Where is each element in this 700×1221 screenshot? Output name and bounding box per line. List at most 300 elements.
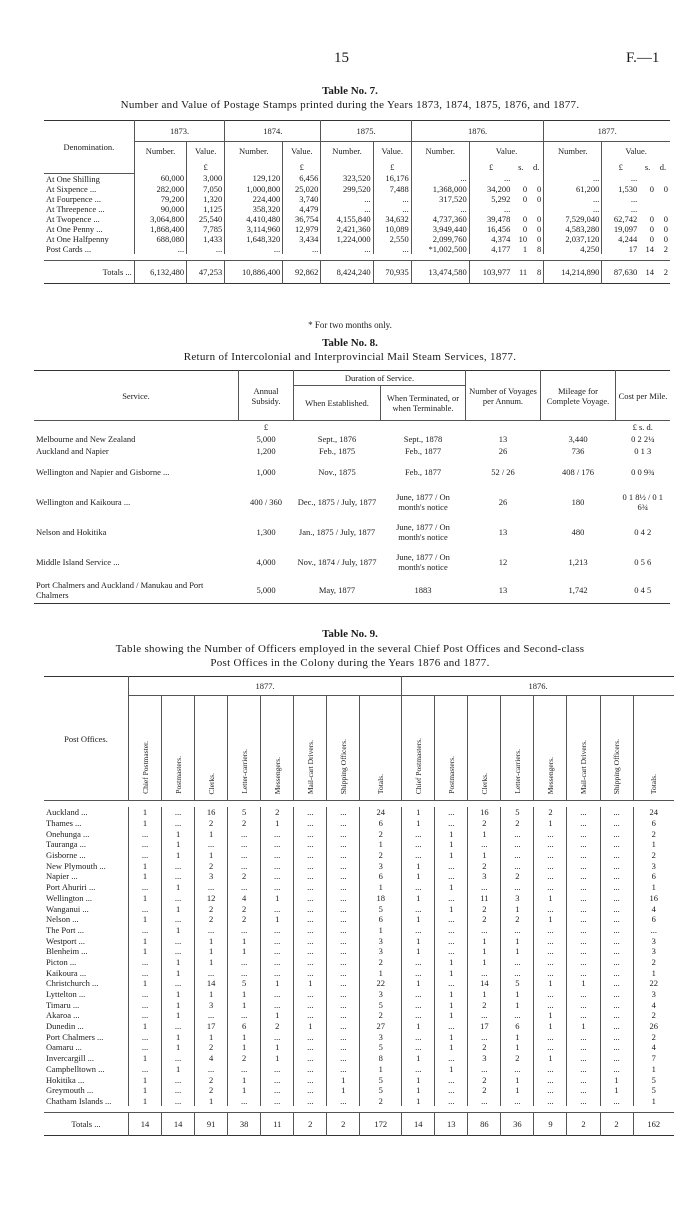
- stamp-cell: ...: [544, 204, 602, 214]
- stamp-cell: ...: [469, 204, 512, 214]
- officer-count: ...: [567, 818, 600, 829]
- officer-count: 18: [360, 893, 402, 904]
- officer-count: ...: [327, 850, 360, 861]
- officer-count: 2: [360, 1010, 402, 1021]
- officer-count: 1: [162, 903, 195, 914]
- stamp-cell: 79,200: [134, 194, 186, 204]
- column-label: Letter-carriers.: [239, 749, 249, 794]
- officer-count: 3: [195, 999, 228, 1010]
- officer-count: ...: [600, 925, 633, 936]
- stamp-cell: [639, 173, 656, 184]
- officer-count: ...: [294, 1096, 327, 1107]
- stamp-cell: [512, 204, 529, 214]
- stamp-cell: 10: [518, 233, 528, 244]
- column-label: Postmasters.: [173, 756, 183, 794]
- denomination-label: Post Cards ...: [46, 243, 92, 254]
- column-label: Mail-cart Drivers.: [578, 739, 588, 794]
- column-header: [534, 696, 567, 801]
- officer-count: 1: [534, 818, 567, 829]
- currency-symbol: £: [469, 160, 512, 173]
- officer-count: ...: [327, 999, 360, 1010]
- officer-count: 1: [501, 903, 534, 914]
- officer-count: ...: [534, 925, 567, 936]
- stamp-cell: ...: [544, 173, 602, 184]
- column-header: [129, 696, 162, 801]
- stamp-cell: 1,648,320: [225, 234, 283, 244]
- officer-count: 2: [468, 999, 501, 1010]
- officer-count: 5: [228, 978, 261, 989]
- stamp-cell: 4,250: [544, 244, 602, 254]
- post-office-name: Invercargill ...: [46, 1053, 94, 1064]
- officer-count: 6: [360, 871, 402, 882]
- officer-count: 1: [435, 882, 468, 893]
- officer-count: 2: [501, 914, 534, 925]
- stamp-cell: 3,064,800: [134, 214, 186, 224]
- stamp-cell: 1: [522, 243, 528, 254]
- officer-count: ...: [534, 850, 567, 861]
- officer-count: ...: [294, 935, 327, 946]
- officer-count: 1: [468, 828, 501, 839]
- officer-count: 1: [435, 957, 468, 968]
- post-office-name: Port Ahuriri ...: [46, 882, 96, 893]
- service-terminated-cell: June, 1877 / On month's notice: [396, 552, 450, 572]
- service-service-cell: Wellington and Napier and Gisborne ...: [36, 467, 170, 477]
- denomination-label: At One Penny ...: [46, 223, 103, 234]
- officer-count: ...: [534, 882, 567, 893]
- officer-count: 1: [501, 989, 534, 1000]
- stamp-cell: ...: [373, 194, 411, 204]
- officer-count: ...: [435, 1021, 468, 1032]
- total-cell: 8: [537, 266, 542, 277]
- column-header: [360, 696, 402, 801]
- stamp-cell: 0: [537, 183, 542, 194]
- service-voyages-cell: 26: [498, 497, 508, 507]
- officer-count: ...: [228, 957, 261, 968]
- officer-count: ...: [162, 1074, 195, 1085]
- officer-count: 5: [360, 1074, 402, 1085]
- officer-count: ...: [228, 1096, 261, 1107]
- officer-count: 1: [129, 807, 162, 818]
- subsidy-header: Annual Subsidy.: [239, 371, 294, 421]
- officer-count: ...: [261, 828, 294, 839]
- officer-count: ...: [567, 839, 600, 850]
- service-subsidy-cell: 5,000: [256, 434, 276, 444]
- officer-count: ...: [468, 967, 501, 978]
- currency-symbol: [321, 160, 373, 173]
- stamp-cell: 3,000: [187, 173, 225, 184]
- mileage-header: Mileage for Complete Voyage.: [541, 371, 616, 421]
- officer-count: 1: [129, 860, 162, 871]
- officer-count: ...: [195, 1010, 228, 1021]
- officer-count: 1: [162, 925, 195, 936]
- stamp-cell: 4,737,360: [411, 214, 469, 224]
- officer-count: 2: [195, 1074, 228, 1085]
- stamp-cell: 0: [663, 233, 668, 244]
- officer-count: ...: [162, 1085, 195, 1096]
- officer-count: 27: [360, 1021, 402, 1032]
- post-office-name: Blenheim ...: [46, 946, 88, 957]
- value-header: Value.: [602, 142, 670, 161]
- officer-count: ...: [261, 1031, 294, 1042]
- service-cost-cell: 0 1 3: [634, 446, 652, 456]
- officer-count: 2: [195, 914, 228, 925]
- officer-count: ...: [600, 946, 633, 957]
- officer-count: ...: [261, 957, 294, 968]
- officer-count: ...: [402, 925, 435, 936]
- service-established-cell: Nov., 1874 / July, 1877: [297, 557, 377, 567]
- currency-symbol: [544, 160, 602, 173]
- number-header: Number.: [225, 142, 283, 161]
- currency-symbol: £: [263, 422, 269, 432]
- stamp-cell: 1,368,000: [411, 184, 469, 194]
- officer-count: ...: [567, 893, 600, 904]
- officer-count: ...: [435, 860, 468, 871]
- officer-count: ...: [294, 914, 327, 925]
- officer-count: ...: [129, 1064, 162, 1075]
- total-cell: 86: [468, 1113, 501, 1136]
- officer-count: ...: [162, 893, 195, 904]
- stamp-cell: 1,000,800: [225, 184, 283, 194]
- stamp-cell: 0: [649, 183, 654, 194]
- officer-count: 1: [195, 1031, 228, 1042]
- stamp-cell: 4,177: [469, 244, 512, 254]
- officer-count: ...: [162, 935, 195, 946]
- officer-count: 2: [534, 807, 567, 818]
- officer-count: ...: [228, 839, 261, 850]
- officer-count: 1: [360, 925, 402, 936]
- officer-count: ...: [294, 839, 327, 850]
- stamp-cell: 2: [663, 243, 668, 254]
- post-office-name: Hokitika ...: [46, 1074, 85, 1085]
- officer-count: ...: [327, 882, 360, 893]
- total-cell: 92,862: [283, 260, 321, 283]
- officer-count: 1: [402, 893, 435, 904]
- total-cell: 36: [501, 1113, 534, 1136]
- officer-count: ...: [261, 989, 294, 1000]
- officer-count: ...: [228, 1064, 261, 1075]
- officer-count: ...: [294, 989, 327, 1000]
- table7-subtitle: Number and Value of Postage Stamps printed during the Years 1873, 1874, 1875, 1876, and 1877.: [120, 99, 580, 111]
- column-header: [435, 696, 468, 801]
- stamp-cell: 25,540: [187, 214, 225, 224]
- officer-count: ...: [327, 957, 360, 968]
- officer-count: ...: [600, 978, 633, 989]
- totals-label: Totals ...: [71, 1119, 101, 1130]
- officer-count: 1: [633, 1096, 674, 1107]
- officer-count: ...: [327, 1042, 360, 1053]
- officer-count: ...: [129, 925, 162, 936]
- officer-count: ...: [261, 925, 294, 936]
- officer-count: ...: [294, 893, 327, 904]
- service-service-cell: Port Chalmers and Auckland / Manukau and Port Chalmers: [36, 580, 204, 600]
- officer-count: ...: [633, 925, 674, 936]
- column-header: [600, 696, 633, 801]
- officer-count: 3: [360, 989, 402, 1000]
- stamp-cell: [529, 204, 544, 214]
- officer-count: 2: [633, 850, 674, 861]
- post-office-name: Timaru ...: [46, 999, 80, 1010]
- officer-count: ...: [435, 818, 468, 829]
- officer-count: 1: [228, 1031, 261, 1042]
- stamp-cell: [512, 173, 529, 184]
- stamp-cell: 4,410,480: [225, 214, 283, 224]
- stamp-cell: 7,785: [187, 224, 225, 234]
- officer-count: ...: [228, 882, 261, 893]
- total-cell: 103,977: [469, 260, 512, 283]
- officer-count: 2: [633, 1010, 674, 1021]
- stamp-cell: 17: [602, 244, 639, 254]
- denomination-label: At Twopence ...: [46, 213, 100, 224]
- stamp-cell: 358,320: [225, 204, 283, 214]
- stamp-cell: 0: [522, 183, 528, 194]
- officer-count: 1: [195, 935, 228, 946]
- stamp-cell: ...: [602, 194, 639, 204]
- officer-count: ...: [294, 850, 327, 861]
- officer-count: ...: [600, 903, 633, 914]
- officer-count: ...: [327, 828, 360, 839]
- post-office-name: Lyttelton ...: [46, 989, 86, 1000]
- stamp-cell: 0: [649, 213, 654, 224]
- officer-count: ...: [567, 967, 600, 978]
- officer-count: ...: [327, 1096, 360, 1107]
- officer-count: ...: [327, 925, 360, 936]
- stamp-cell: 14: [645, 243, 654, 254]
- officer-count: ...: [468, 882, 501, 893]
- officer-count: ...: [261, 860, 294, 871]
- officer-count: 1: [402, 1085, 435, 1096]
- stamp-cell: 16,456: [469, 224, 512, 234]
- stamp-cell: 1,125: [187, 204, 225, 214]
- officer-count: 3: [633, 946, 674, 957]
- stamp-cell: 1,868,400: [134, 224, 186, 234]
- officer-count: ...: [162, 860, 195, 871]
- officer-count: ...: [534, 828, 567, 839]
- total-cell: 162: [633, 1113, 674, 1136]
- officer-count: ...: [294, 882, 327, 893]
- officer-count: 22: [633, 978, 674, 989]
- service-terminated-cell: Sept., 1878: [403, 434, 443, 444]
- officer-count: ...: [402, 1064, 435, 1075]
- officer-count: ...: [567, 1053, 600, 1064]
- officer-count: 2: [228, 914, 261, 925]
- post-office-name: Westport ...: [46, 935, 85, 946]
- officer-count: ...: [534, 860, 567, 871]
- table9-subtitle-2: Post Offices in the Colony during the Years 1876 and 1877.: [210, 657, 490, 669]
- officer-count: ...: [327, 1031, 360, 1042]
- service-subsidy-cell: 1,300: [256, 527, 276, 537]
- officer-count: ...: [402, 1010, 435, 1021]
- officer-count: ...: [294, 1010, 327, 1021]
- stamp-cell: 39,478: [469, 214, 512, 224]
- officer-count: 1: [633, 839, 674, 850]
- officer-count: ...: [435, 1096, 468, 1107]
- officer-count: 1: [402, 807, 435, 818]
- officer-count: ...: [435, 807, 468, 818]
- stamp-cell: 19,097: [602, 224, 639, 234]
- stamp-cell: 688,080: [134, 234, 186, 244]
- officer-count: 1: [228, 1042, 261, 1053]
- officer-count: ...: [501, 957, 534, 968]
- value-header: Value.: [283, 142, 321, 161]
- denomination-label: At Threepence ...: [46, 203, 105, 214]
- officer-count: ...: [129, 957, 162, 968]
- officer-count: 1: [468, 850, 501, 861]
- officer-count: 1: [228, 1085, 261, 1096]
- officer-count: ...: [534, 1085, 567, 1096]
- column-label: Shipping Officers.: [338, 738, 348, 794]
- stamp-cell: 129,120: [225, 173, 283, 184]
- officer-count: ...: [567, 828, 600, 839]
- total-cell: 14: [402, 1113, 435, 1136]
- post-offices-header: Post Offices.: [44, 677, 129, 801]
- service-subsidy-cell: 1,000: [256, 467, 276, 477]
- officer-count: 5: [228, 807, 261, 818]
- officer-count: ...: [468, 1031, 501, 1042]
- officer-count: 1: [228, 989, 261, 1000]
- officer-count: ...: [327, 839, 360, 850]
- officer-count: ...: [435, 946, 468, 957]
- stamp-cell: ...: [544, 194, 602, 204]
- officer-count: 6: [228, 1021, 261, 1032]
- officer-count: ...: [294, 925, 327, 936]
- officer-count: 1: [360, 882, 402, 893]
- officer-count: ...: [600, 999, 633, 1010]
- officer-count: ...: [327, 935, 360, 946]
- officer-count: 1: [402, 1021, 435, 1032]
- officer-count: 1: [360, 967, 402, 978]
- officer-count: ...: [567, 914, 600, 925]
- officer-count: ...: [162, 818, 195, 829]
- officer-count: ...: [600, 860, 633, 871]
- table8-title: Table No. 8.: [322, 337, 378, 349]
- officer-count: 2: [228, 871, 261, 882]
- currency-symbol: d.: [659, 161, 667, 172]
- officer-count: ...: [600, 967, 633, 978]
- officer-count: 1: [195, 946, 228, 957]
- officer-count: ...: [228, 1010, 261, 1021]
- officer-count: ...: [261, 967, 294, 978]
- officer-count: 2: [468, 1085, 501, 1096]
- total-cell: 172: [360, 1113, 402, 1136]
- officer-count: ...: [435, 935, 468, 946]
- officer-count: 2: [195, 818, 228, 829]
- officer-count: ...: [294, 818, 327, 829]
- year-header: 1876.: [402, 677, 674, 696]
- officer-count: 1: [162, 1031, 195, 1042]
- column-header: [327, 696, 360, 801]
- page-reference: F.—1: [626, 50, 660, 66]
- officer-count: ...: [567, 1031, 600, 1042]
- stamp-cell: ...: [602, 204, 639, 214]
- officer-count: ...: [162, 807, 195, 818]
- officer-count: 3: [633, 989, 674, 1000]
- officer-count: ...: [195, 925, 228, 936]
- officer-count: 2: [360, 957, 402, 968]
- officer-count: 8: [360, 1053, 402, 1064]
- column-label: Messengers.: [272, 756, 282, 794]
- post-office-name: Tauranga ...: [46, 839, 86, 850]
- service-voyages-cell: 12: [498, 557, 508, 567]
- officer-count: 1: [162, 1064, 195, 1075]
- stamp-cell: 3,740: [283, 194, 321, 204]
- officer-count: ...: [468, 1096, 501, 1107]
- officer-count: 3: [633, 935, 674, 946]
- stamp-cell: 6,456: [283, 173, 321, 184]
- stamp-cell: 0: [663, 213, 668, 224]
- officer-count: ...: [294, 999, 327, 1010]
- officer-count: ...: [327, 989, 360, 1000]
- column-header: [567, 696, 600, 801]
- officer-count: ...: [600, 818, 633, 829]
- stamp-cell: 0: [649, 233, 654, 244]
- officer-count: ...: [228, 967, 261, 978]
- year-header: 1875.: [321, 121, 411, 142]
- officer-count: ...: [402, 957, 435, 968]
- officer-count: ...: [600, 850, 633, 861]
- officer-count: ...: [435, 1053, 468, 1064]
- stamp-cell: 0: [522, 223, 528, 234]
- total-cell: 14: [645, 266, 654, 277]
- officer-count: 3: [468, 1053, 501, 1064]
- officer-count: 2: [468, 860, 501, 871]
- officer-count: 24: [633, 807, 674, 818]
- service-subsidy-cell: 400 / 360: [249, 497, 283, 507]
- officer-count: ...: [567, 1096, 600, 1107]
- stamp-cell: 60,000: [134, 173, 186, 184]
- service-cost-cell: 0 4 5: [634, 585, 652, 595]
- officer-count: 2: [360, 850, 402, 861]
- officer-count: 1: [261, 893, 294, 904]
- officer-count: ...: [600, 1064, 633, 1075]
- officer-count: 5: [360, 903, 402, 914]
- officer-count: 12: [195, 893, 228, 904]
- number-header: Number.: [544, 142, 602, 161]
- stamp-cell: ...: [411, 173, 469, 184]
- officer-count: ...: [327, 871, 360, 882]
- officer-count: ...: [567, 1074, 600, 1085]
- currency-symbol: [134, 160, 186, 173]
- officer-count: ...: [534, 1031, 567, 1042]
- stamp-cell: 0: [537, 223, 542, 234]
- officer-count: 1: [162, 828, 195, 839]
- officer-count: ...: [327, 967, 360, 978]
- officer-count: ...: [162, 1053, 195, 1064]
- stamp-cell: 0: [522, 213, 528, 224]
- currency-symbol: £: [373, 160, 411, 173]
- stamp-cell: [656, 173, 670, 184]
- officer-count: 2: [468, 1074, 501, 1085]
- post-office-name: Kaikoura ...: [46, 967, 87, 978]
- officer-count: 4: [633, 999, 674, 1010]
- stamp-cell: 25,020: [283, 184, 321, 194]
- officer-count: ...: [162, 1021, 195, 1032]
- service-mileage-cell: 1,213: [568, 557, 588, 567]
- column-header: [228, 696, 261, 801]
- total-cell: 10,886,400: [225, 260, 283, 283]
- stamp-cell: 0: [522, 193, 528, 204]
- officer-count: ...: [294, 807, 327, 818]
- officer-count: ...: [129, 999, 162, 1010]
- service-established-cell: May, 1877: [318, 585, 356, 595]
- table9: [44, 676, 674, 1136]
- stamp-cell: 0: [649, 223, 654, 234]
- service-terminated-cell: 1883: [414, 585, 432, 595]
- officer-count: 2: [633, 828, 674, 839]
- table8-subtitle: Return of Intercolonial and Interprovincial Mail Steam Services, 1877.: [183, 351, 517, 363]
- total-cell: 91: [195, 1113, 228, 1136]
- post-office-name: Akaroa ...: [46, 1010, 80, 1021]
- officer-count: ...: [327, 807, 360, 818]
